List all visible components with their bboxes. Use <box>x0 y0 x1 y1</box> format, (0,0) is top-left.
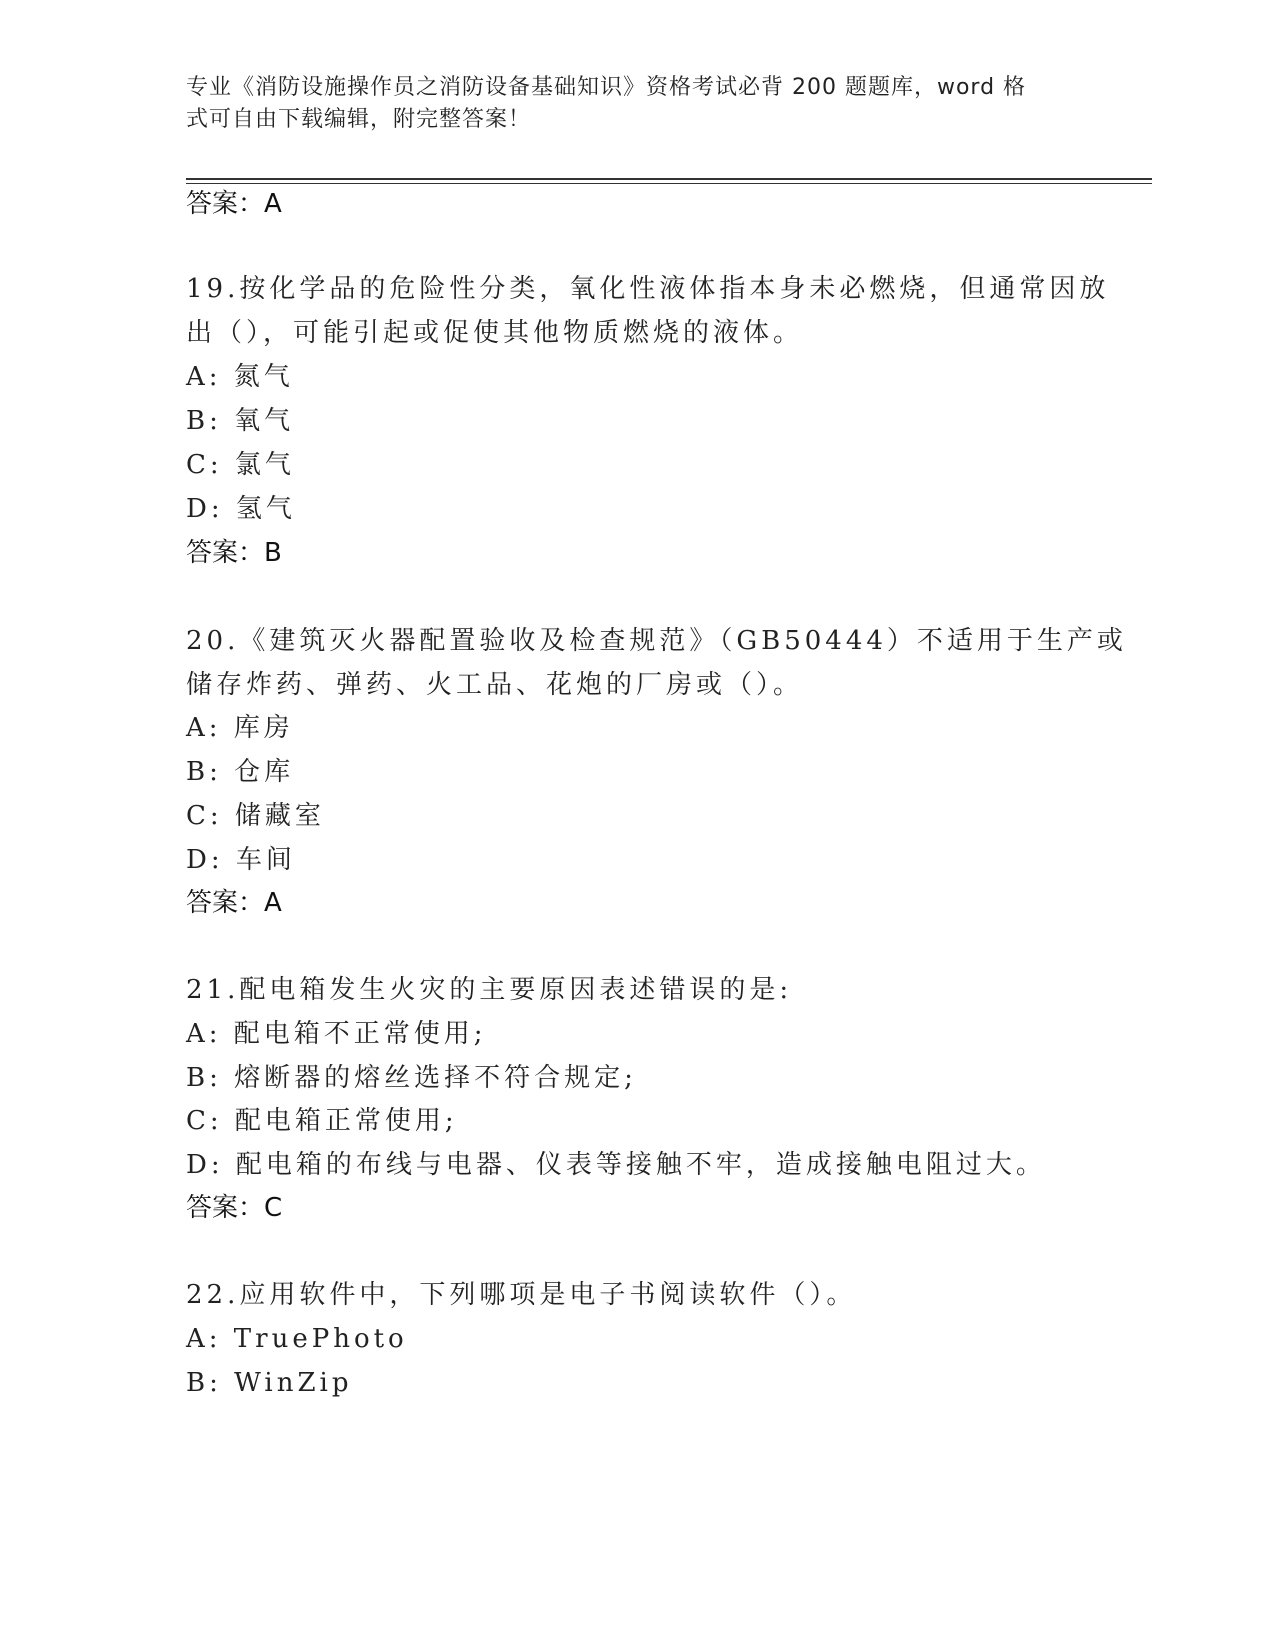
question-19-option-a: A: 氮气 <box>186 362 294 392</box>
question-22-option-a: A: TruePhoto <box>186 1324 408 1354</box>
question-22-stem-line-1: 22.应用软件中，下列哪项是电子书阅读软件（）。 <box>186 1280 857 1310</box>
header-line-2: 式可自由下载编辑，附完整答案！ <box>186 107 532 132</box>
question-21-option-a: A: 配电箱不正常使用; <box>186 1019 487 1049</box>
question-19-option-b: B: 氧气 <box>186 406 295 436</box>
question-20-option-d: D: 车间 <box>186 845 296 875</box>
question-20-answer: 答案：A <box>186 888 282 918</box>
question-21-option-b: B: 熔断器的熔丝选择不符合规定; <box>186 1063 637 1093</box>
question-19-answer: 答案：B <box>186 538 282 568</box>
question-19-stem-line-1: 19.按化学品的危险性分类，氧化性液体指本身未必燃烧，但通常因放 <box>186 274 1110 304</box>
question-22-option-b: B: WinZip <box>186 1368 353 1398</box>
question-21-option-c: C: 配电箱正常使用; <box>186 1106 458 1136</box>
header-line-1: 专业《消防设施操作员之消防设备基础知识》资格考试必背 200 题题库，word 格 <box>186 75 1027 100</box>
document-header <box>186 72 1066 136</box>
question-20-option-a: A: 库房 <box>186 713 294 743</box>
header-rule-thick <box>186 178 1152 180</box>
question-20-stem-line-1: 20.《建筑灭火器配置验收及检查规范》（GB50444）不适用于生产或 <box>186 626 1127 656</box>
question-20-option-b: B: 仓库 <box>186 757 295 787</box>
question-20-stem-line-2: 储存炸药、弹药、火工品、花炮的厂房或（）。 <box>186 670 804 700</box>
header-rule-thin <box>186 183 1152 184</box>
question-19-stem-line-2: 出（），可能引起或促使其他物质燃烧的液体。 <box>186 318 804 348</box>
question-21-option-d: D: 配电箱的布线与电器、仪表等接触不牢，造成接触电阻过大。 <box>186 1150 1046 1180</box>
question-21-stem-line-1: 21.配电箱发生火灾的主要原因表述错误的是: <box>186 975 793 1005</box>
question-21-answer: 答案：C <box>186 1193 283 1223</box>
question-19-option-c: C: 氯气 <box>186 450 295 480</box>
question-19-option-d: D: 氢气 <box>186 494 296 524</box>
question-20-option-c: C: 储藏室 <box>186 801 325 831</box>
previous-answer: 答案：A <box>186 189 282 219</box>
